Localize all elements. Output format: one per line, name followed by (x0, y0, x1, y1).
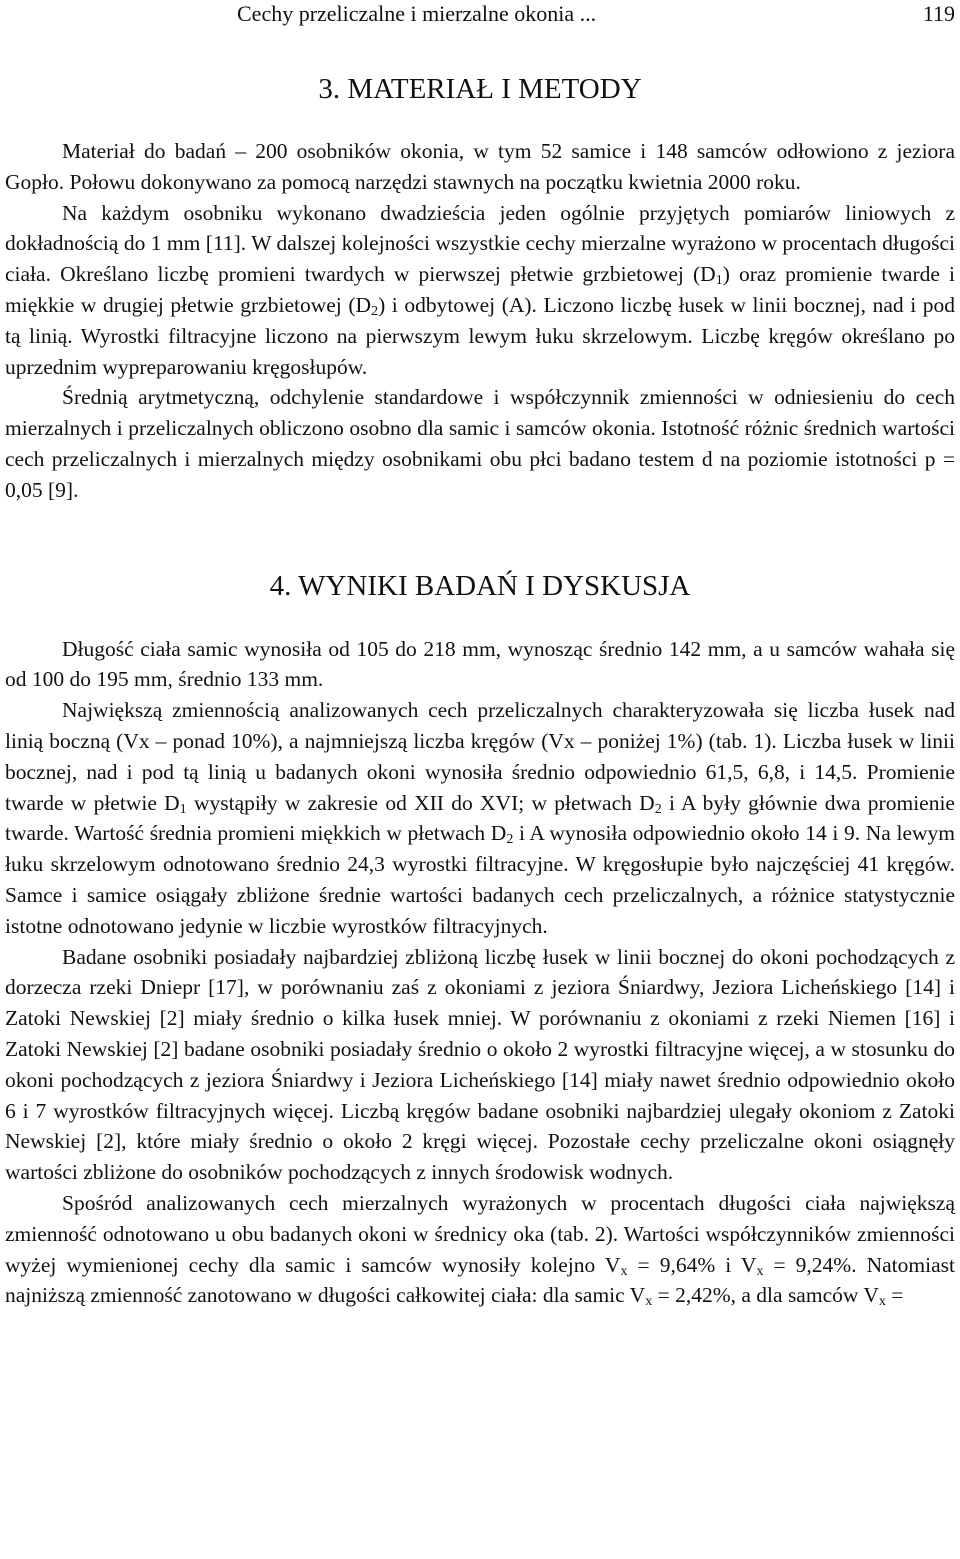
running-title: Cechy przeliczalne i mierzalne okonia ... (237, 1, 597, 26)
subscript: 2 (371, 303, 379, 319)
text-run: Największą zmiennością analizowanych cech przeliczalnych charakteryzowała się liczba łusek nad linią boczną (Vx – ponad 10%), a najmniejszą liczba kręgów (Vx – poniżej 1%) (tab. 1). Liczba łusek w linii bocznej, nad i pod tą linią u badanych okoni wynosiła średnio odpowiednio 61,5, 6,8, i 14,5. Promienie twarde w płetwie D (5, 698, 955, 815)
paragraph (5, 1188, 955, 1311)
text-run: = 9,24%. Natomiast najniższą zmienność zanotowano w długości całkowitej ciała: dla samic V (5, 1252, 955, 1308)
paragraph: Średnią arytmetyczną, odchylenie standardowe i współczynnik zmienności w odniesieniu do cech mierzalnych i przeliczalnych obliczono osobno dla samic i samców okonia. Istotność różnic średnich wartości cech przeliczalnych i mierzalnych między osobnikami obu płci badano testem d na poziomie istotności p = 0,05 [9]. (5, 385, 955, 502)
text-run: = 9,64% i V (627, 1252, 757, 1277)
subscript: x (878, 1294, 886, 1310)
text-run: i A były głównie dwa promienie twarde. Wartość średnia promieni miękkich w płetwach D (5, 790, 955, 846)
page-number: 119 (922, 1, 955, 26)
text-run: Na każdym osobniku wykonano dwadzieścia jeden ogólnie przyjętych pomiarów liniowych z dokładnością do 1 mm [11]. W dalszej kolejności wszystkie cechy mierzalne wyrażono w procentach długości ciała. Określano liczbę promieni twardych w pierwszej płetwie grzbietowej (D (5, 200, 955, 287)
paragraph: Długość ciała samic wynosiła od 105 do 218 mm, wynosząc średnio 142 mm, a u samców wahała się od 100 do 195 mm, średnio 133 mm. (5, 636, 955, 692)
paragraph: Badane osobniki posiadały najbardziej zbliżoną liczbę łusek w linii bocznej do okoni pochodzących z dorzecza rzeki Dniepr [17], w porównaniu zaś z okoniami z jeziora Śniardwy, Jeziora Licheńskiego [14] i Zatoki Newskiej [2] miały średnio o kilka łusek mniej. W porównaniu z okoniami z rzeki Niemen [16] i Zatoki Newskiej [2] badane osobniki posiadały średnio o około 2 wyrostki filtracyjne więcej, a w stosunku do okoni pochodzących z jeziora Śniardwy i Jeziora Licheńskiego [14] miały nawet średnio odpowiednio około 6 i 7 wyrostków filtracyjnych więcej. Liczbą kręgów badane osobniki najbardziej ulegały okoniom z Zatoki Newskiej [2], które miały średnio o około 2 kręgi więcej. Pozostałe cechy przeliczalne okoni osiągnęły wartości zbliżone do osobników pochodzących z innych środowisk wodnych. (5, 944, 955, 1185)
text-run: ) i odbytowej (A). Liczono liczbę łusek w linii bocznej, nad i pod tą linią. Wyrostki filtracyjne liczono na pierwszym lewym łuku skrzelowym. Liczbę kręgów określano po uprzednim wypreparowaniu kręgosłupów. (5, 292, 955, 379)
text-run: ) oraz promienie twarde i miękkie w drugiej płetwie grzbietowej (D (5, 262, 955, 317)
paragraph (5, 198, 955, 383)
paragraph (5, 695, 955, 941)
document-page (5, 0, 955, 1311)
paragraph: Materiał do badań – 200 osobników okonia, w tym 52 samice i 148 samców odłowiono z jeziora Gopło. Połowu dokonywano za pomocą narzędzi stawnych na początku kwietnia 2000 roku. (5, 139, 955, 194)
subscript: x (645, 1294, 653, 1310)
text-run: = 2,42%, a dla samców V (652, 1283, 879, 1308)
subscript: 2 (654, 801, 662, 817)
subscript: 1 (179, 801, 187, 817)
text-run: = (885, 1283, 904, 1308)
text-run: wystąpiły w zakresie od XII do XVI; w płetwach D (186, 790, 655, 815)
subscript: 2 (506, 832, 514, 848)
section-heading-results-discussion: 4. WYNIKI BADAŃ I DYSKUSJA (269, 569, 691, 602)
subscript: 1 (715, 273, 723, 289)
subscript: x (620, 1263, 628, 1279)
running-header (5, 0, 955, 27)
section-heading-materials-methods: 3. MATERIAŁ I METODY (318, 73, 642, 105)
text-run: Spośród analizowanych cech mierzalnych wyrażonych w procentach długości ciała największą zmienność odnotowano u obu badanych okoni w średnicy oka (tab. 2). Wartości współczynników zmienności wyżej wymienionej cechy dla samic i samców wynosiły kolejno V (5, 1190, 955, 1277)
subscript: x (756, 1263, 764, 1279)
text-run: i A wynosiła odpowiednio około 14 i 9. Na lewym łuku skrzelowym odnotowano średnio 24,3 wyrostki filtracyjne. W kręgosłupie było najczęściej 41 kręgów. Samce i samice osiągały zbliżone średnie wartości badanych cech przeliczalnych, a różnice statystycznie istotne odnotowano jedynie w liczbie wyrostków filtracyjnych. (5, 821, 955, 938)
